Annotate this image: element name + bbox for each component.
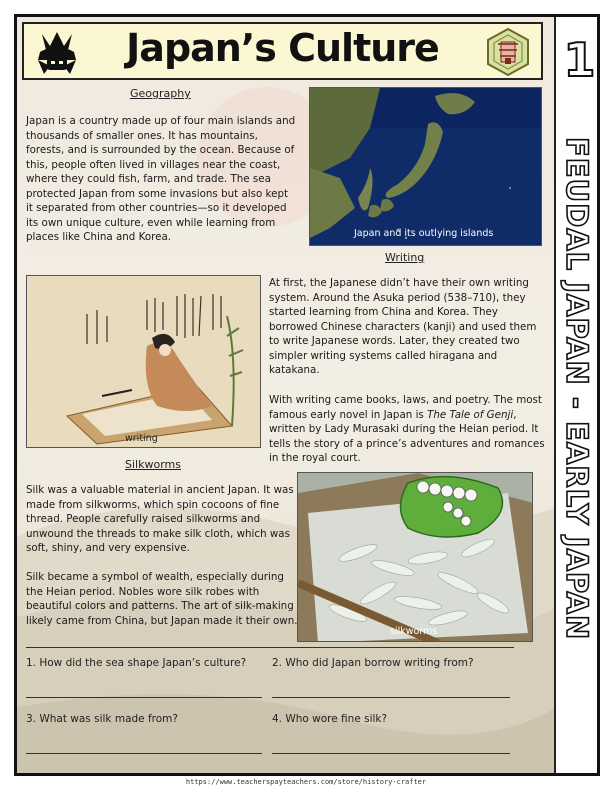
answer-line-2[interactable] bbox=[272, 697, 510, 698]
map-caption: Japan and its outlying islands bbox=[354, 228, 494, 239]
writing-caption: writing bbox=[125, 433, 158, 444]
footer-url[interactable]: https://www.teacherspayteachers.com/store/history-crafter bbox=[185, 778, 427, 786]
questions-area bbox=[22, 647, 543, 775]
japan-satellite-map bbox=[309, 87, 542, 246]
pagoda-badge-icon bbox=[483, 27, 533, 77]
writing-heading: Writing bbox=[385, 251, 425, 264]
writing-text-2-start: With writing came books, laws, and poetry. The most famous early novel in Japan is bbox=[269, 394, 542, 421]
unit-sidebar bbox=[554, 17, 600, 776]
writing-painting bbox=[26, 275, 261, 448]
writing-text-2-end: , written by Lady Murasaki during the Heian period. It tells the story of a prince’s adventures and romances in the royal court. bbox=[269, 408, 545, 464]
question-2: 2. Who did Japan borrow writing from? bbox=[272, 657, 474, 669]
title-banner bbox=[22, 22, 543, 80]
answer-line-1[interactable] bbox=[26, 697, 262, 698]
silkworms-text-2: Silk became a symbol of wealth, especially during the Heian period. Nobles wore silk robes with beautiful colors and patterns. The art of silk-making likely came from China, but Japan made it their own. bbox=[26, 571, 298, 627]
silkworms-photo bbox=[297, 472, 533, 642]
tale-of-genji-title: The Tale of Genji bbox=[427, 408, 514, 421]
unit-number: 1 bbox=[563, 33, 596, 87]
japan-map-graphic bbox=[310, 88, 542, 246]
writing-text-2 bbox=[269, 393, 545, 466]
silkworms-graphic bbox=[298, 473, 533, 642]
unit-title: FEUDAL JAPAN - EARLY JAPAN bbox=[560, 137, 594, 641]
writing-text-1: At first, the Japanese didn’t have their own writing system. Around the Asuka period (538–710), they started learning from China and Korea. They borrowed Chinese characters (kanji) and used them to write Japanese words. Later, they created two simpler writing systems called hiragana and katakana. bbox=[269, 277, 537, 376]
woman-writing-graphic bbox=[27, 276, 261, 448]
silkworms-heading: Silkworms bbox=[125, 458, 181, 471]
question-3: 3. What was silk made from? bbox=[26, 713, 178, 725]
page-title: Japan’s Culture bbox=[126, 26, 439, 70]
geography-text: Japan is a country made up of four main islands and thousands of smaller ones. It has mountains, forests, and is surrounded by the ocean. Because of this, people often lived in villages near the coast, where they could fish, farm, and trade. The sea protected Japan from some invasions but also kept it separated from other countries—so it developed its own unique culture, even while learning from places like China and Korea. bbox=[26, 115, 296, 243]
question-4: 4. Who wore fine silk? bbox=[272, 713, 388, 725]
answer-line-3[interactable] bbox=[26, 753, 262, 754]
silkworms-text-1: Silk was a valuable material in ancient Japan. It was made from silkworms, which spin cocoons of fine thread. People carefully raised silkworms and unwound the threads to make silk cloth, which was soft, shiny, and very expensive. bbox=[26, 484, 294, 554]
questions-top-divider bbox=[26, 647, 514, 648]
silkworms-caption: silkworms bbox=[390, 626, 438, 637]
worksheet-frame bbox=[14, 14, 600, 776]
geography-heading: Geography bbox=[130, 87, 191, 100]
answer-line-4[interactable] bbox=[272, 753, 510, 754]
question-1: 1. How did the sea shape Japan’s culture? bbox=[26, 657, 247, 669]
